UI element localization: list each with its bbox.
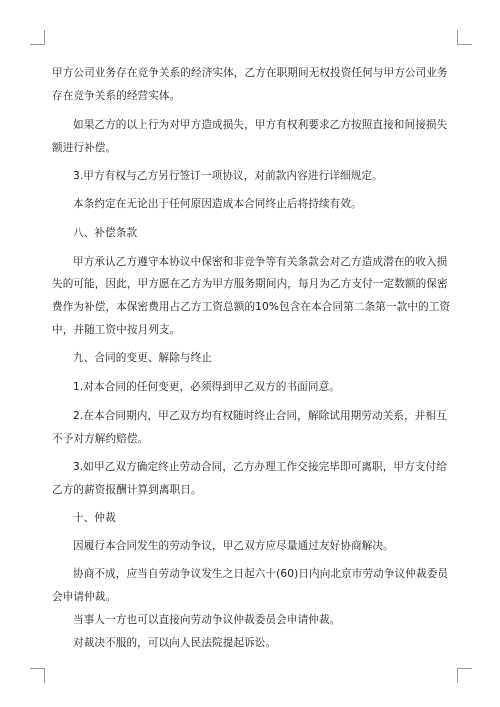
text-line: 协商不成，应当自劳动争议发生之日起六十(60)日内向北京市劳动争议仲裁委员: [73, 568, 449, 581]
text-line: 中，并随工资中按月列支。: [52, 324, 181, 337]
text-line: 1.对本合同的任何变更，必须得到甲乙双方的书面同意。: [73, 380, 340, 393]
text-line: 失的可能，因此，甲方愿在乙方为甲方服务期间内，每月为乙方支付一定数额的保密: [52, 278, 448, 291]
section-heading: 八、补偿条款: [73, 226, 138, 239]
crop-mark-bottom-right: [457, 668, 472, 683]
text-line: 3.如甲乙双方确定终止劳动合同，乙方办理工作交接完毕即可离职，甲方支付给: [73, 460, 447, 473]
text-line: 存在竞争关系的经营实体。: [52, 89, 181, 102]
text-line: 3.甲方有权与乙方另行签订一项协议，对前款内容进行详细规定。: [73, 170, 383, 183]
text-line: 甲方公司业务存在竞争关系的经济实体，乙方在职期间无权投资任何与甲方公司业务: [52, 67, 448, 79]
text-line: 会申请仲裁。: [52, 591, 117, 604]
text-line: 甲方承认乙方遵守本协议中保密和非竞争等有关条款会对乙方造成潜在的收入损: [73, 255, 448, 268]
section-heading: 十、仲裁: [73, 511, 116, 524]
text-line: 本条约定在无论出于任何原因造成本合同终止后将持续有效。: [73, 198, 362, 211]
crop-mark-top-left: [30, 30, 45, 45]
crop-mark-bottom-left: [30, 668, 45, 683]
text-line: 对裁决不服的，可以向人民法院提起诉讼。: [73, 637, 277, 649]
text-line: 当事人一方也可以直接向劳动争议仲裁委员会申请仲裁。: [73, 614, 341, 627]
text-line: 不予对方解约赔偿。: [52, 432, 149, 445]
text-line: 2.在本合同期内，甲乙双方均有权随时终止合同，解除试用期劳动关系，并相互: [73, 409, 447, 422]
text-line: 费作为补偿，本保密费用占乙方工资总额的10%包含在本合同第二条第一款中的工资: [52, 301, 451, 314]
text-line: 因履行本合同发生的劳动争议，甲乙双方应尽量通过友好协商解决。: [73, 540, 394, 553]
text-line: 如果乙方的以上行为对甲方造成损失，甲方有权利要求乙方按照直接和间接损失: [73, 119, 448, 131]
section-heading: 九、合同的变更、解除与终止: [73, 352, 213, 365]
crop-mark-top-right: [457, 30, 472, 45]
text-line: 额进行补偿。: [52, 141, 117, 154]
text-line: 乙方的薪资报酬计算到离职日。: [52, 483, 202, 496]
